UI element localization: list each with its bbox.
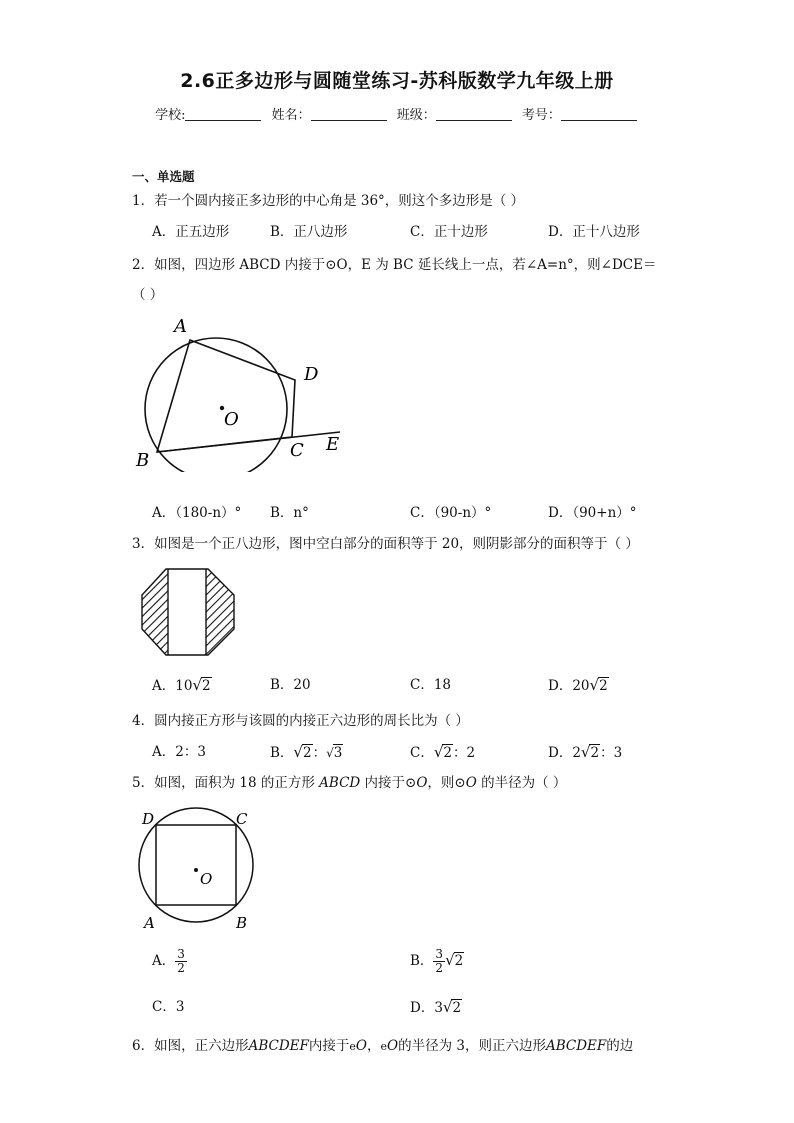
question-2-text-cont: （ ） [132,287,164,303]
q5-option-b[interactable] [410,948,464,975]
q3-a-coef: 10 [175,678,193,694]
q5-d-prefix: D． [410,1000,435,1016]
q5-square [156,825,236,905]
q1-option-d[interactable]: D．正十八边形 [548,224,640,240]
q2-label-a: A [174,316,187,337]
name-blank[interactable] [311,107,387,121]
q6-o2: O [387,1038,399,1054]
class-label: 班级： [396,108,436,123]
q4-c-sqrt: √2 [433,743,452,761]
q4-option-a[interactable]: A．2：3 [152,744,206,760]
q2-quadrilateral [157,340,295,452]
q5-option-c[interactable]: C．3 [152,999,185,1015]
question-4-text: 4．圆内接正方形与该圆的内接正六边形的周长比为（ ） [132,713,469,729]
q2-figure [130,312,350,472]
q5-text-end: 的半径为（ ） [476,775,567,791]
q2-option-a[interactable]: A．（180-n）° [152,505,242,521]
school-field [155,104,263,123]
number-field [522,104,639,123]
q5-label-b: B [236,914,248,932]
q2-circle [145,338,287,472]
school-label: 学校: [155,108,186,123]
q5-text-mid: 内接于⊙ [360,775,417,791]
question-5-text [132,773,692,793]
q5-option-a[interactable] [152,948,187,975]
q2-label-c: C [290,440,304,461]
q5-b-denominator: 2 [435,961,444,975]
q5-a-denominator: 2 [177,961,185,975]
q4-d-sqrt: √2 [580,743,600,761]
q5-d-coef: 3 [434,1000,443,1016]
q3-a-radicand: 2 [202,678,211,694]
school-blank[interactable] [185,107,261,121]
q5-b-fraction [433,948,445,975]
q6-circ1: e [349,1040,356,1053]
q5-text-o2: O [465,775,477,791]
q5-figure [138,806,268,934]
question-3-text: 3．如图是一个正八边形，图中空白部分的面积等于 20，则阴影部分的面积等于（ ） [132,536,639,552]
question-1-text: 1．若一个圆内接正多边形的中心角是 36°，则这个多边形是（ ） [132,193,525,209]
q4-b-sep: ： [312,745,327,761]
q4-option-d[interactable] [548,742,622,763]
q5-b-prefix: B． [410,953,434,969]
q5-text-abcd: ABCD [319,775,361,791]
q4-b-sqrt2: √3 [326,745,343,761]
q5-label-c: C [236,810,248,828]
q4-d-tail: ：3 [600,745,623,761]
q3-d-prefix: D． [548,678,573,694]
q3-a-sqrt: √2 [192,676,211,694]
number-label: 考号： [521,108,561,123]
q5-label-o: O [200,870,213,888]
q2-extension-line [157,432,340,452]
q3-option-d[interactable] [548,675,609,696]
q4-b-sqrt1: √2 [293,743,312,761]
q2-label-o: O [224,409,239,430]
q5-a-fraction [175,948,187,975]
q4-option-c[interactable] [410,742,475,763]
q2-label-b: B [136,450,150,471]
q2-option-b[interactable]: B．n° [270,505,309,521]
q3-d-coef: 20 [572,678,590,694]
q2-label-d: D [304,364,319,385]
q6-mid3: 的半径为 3，则正六边形 [398,1038,546,1054]
number-blank[interactable] [561,107,637,121]
q3-option-c[interactable]: C．18 [410,677,452,693]
q3-option-b[interactable]: B．20 [270,677,311,693]
q6-poly2: ABCDEF [545,1038,607,1054]
q1-option-c[interactable]: C．正十边形 [410,224,488,240]
q4-b-radicand1: 2 [302,745,312,761]
q4-option-b[interactable] [270,742,343,763]
q4-c-tail: ：2 [453,745,476,761]
q6-pre: 6．如图，正六边形 [132,1038,249,1054]
q5-label-d: D [142,810,155,828]
q5-a-prefix: A． [152,953,176,969]
section-heading: 一、单选题 [132,169,195,184]
q3-a-prefix: A． [152,678,176,694]
q5-b-numerator: 3 [435,947,444,961]
q2-option-d[interactable]: D．（90+n）° [548,505,637,521]
q3-option-a[interactable] [152,675,212,696]
class-blank[interactable] [436,107,512,121]
q4-d-prefix: D．2 [548,745,581,761]
q6-end: 的边 [606,1038,634,1054]
q5-center-dot [194,868,198,872]
q5-text-mid2: ，则⊙ [427,775,466,791]
q5-option-d[interactable] [410,997,462,1018]
question-2-text: 2．如图，四边形 ABCD 内接于⊙O，E 为 BC 延长线上一点，若∠A=n°，则∠DCE＝ [132,257,657,273]
name-label: 姓名： [271,108,311,123]
q2-option-c[interactable]: C．（90-n）° [410,505,492,521]
q5-d-radicand: 2 [452,1000,462,1016]
student-info-row [0,104,794,123]
class-field [397,104,514,123]
q4-b-prefix: B． [270,745,294,761]
q6-mid1: 内接于 [308,1038,350,1054]
q5-label-a: A [144,914,155,932]
q5-b-radicand: 2 [454,953,464,969]
question-6-text [132,1036,692,1057]
q3-shaded-left [140,567,168,657]
q3-shaded-right [206,567,236,657]
page-title: 2.6正多边形与圆随堂练习-苏科版数学九年级上册 [180,70,614,92]
q5-a-numerator: 3 [177,947,185,961]
q3-octagon-figure [140,567,236,657]
q3-d-radicand: 2 [599,678,608,694]
name-field [272,104,389,123]
q2-label-e: E [326,434,340,455]
q4-c-prefix: C． [410,745,434,761]
q6-circ2: e [380,1040,387,1053]
q6-mid2: ， [366,1038,381,1054]
q5-text-pre: 5．如图，面积为 18 的正方形 [132,775,320,791]
q3-d-sqrt: √2 [589,676,608,694]
q1-option-a[interactable]: A．正五边形 [152,224,230,240]
q6-poly1: ABCDEF [248,1038,309,1054]
q4-c-radicand: 2 [443,745,452,761]
q4-d-radicand: 2 [590,745,600,761]
q5-b-sqrt: √2 [445,951,464,969]
q4-b-radicand2: 3 [333,745,343,761]
q5-text-o1: O [416,775,428,791]
q1-option-b[interactable]: B．正八边形 [270,224,348,240]
q6-o1: O [355,1038,367,1054]
q5-d-sqrt: √2 [442,998,462,1016]
